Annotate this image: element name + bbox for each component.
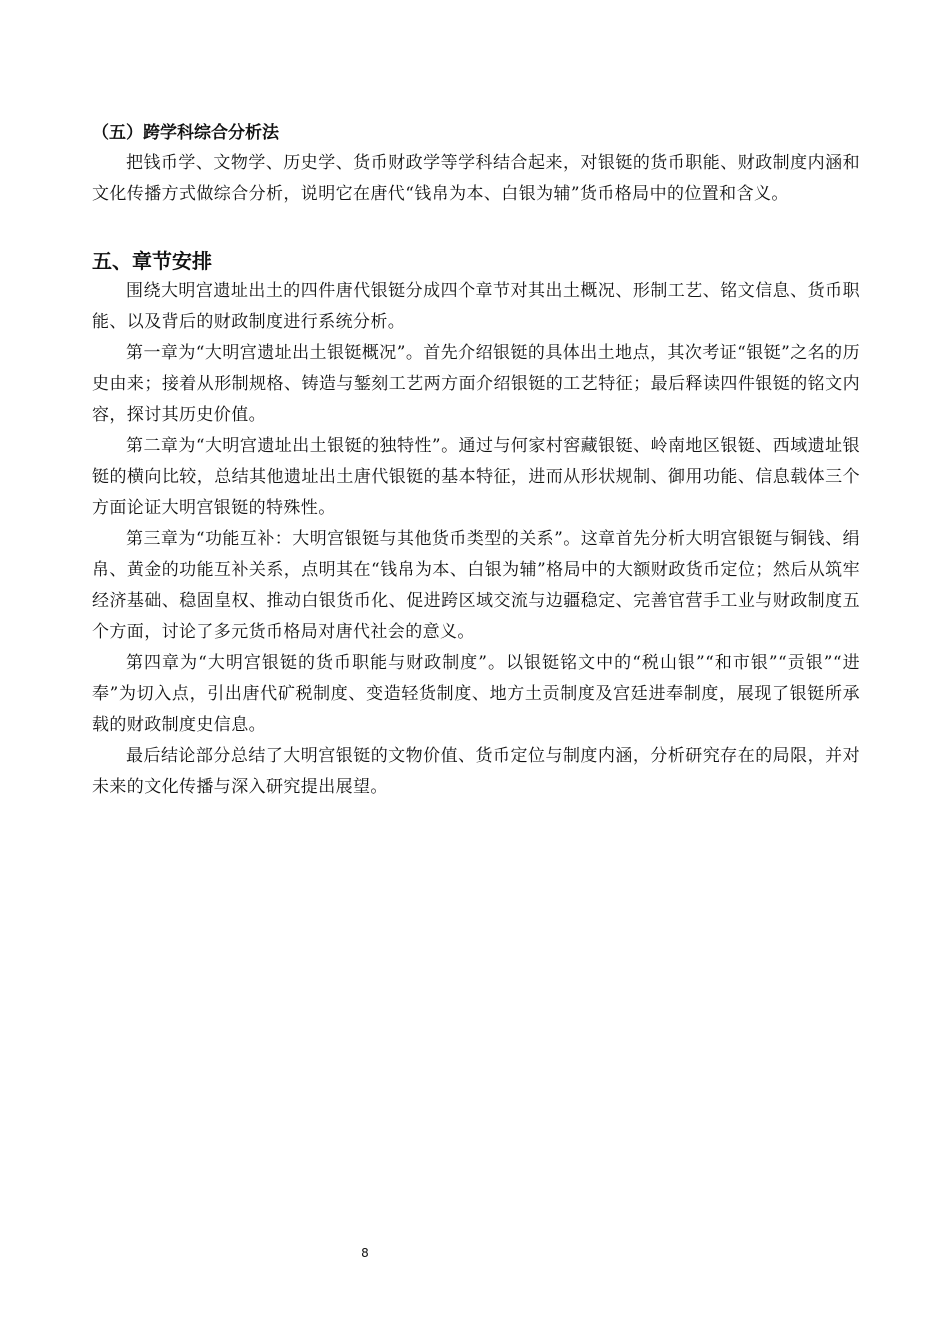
paragraph-interdisciplinary: 把钱币学、文物学、历史学、货币财政学等学科结合起来，对银铤的货币职能、财政制度内涵和文化传播方式做综合分析，说明它在唐代“钱帛为本、白银为辅”货币格局中的位置和含义。 bbox=[92, 153, 860, 204]
paragraph-overview: 围绕大明宫遗址出土的四件唐代银铤分成四个章节对其出土概况、形制工艺、铭文信息、货币职能、以及背后的财政制度进行系统分析。 bbox=[92, 281, 860, 332]
paragraph-chapter-one: 第一章为“大明宫遗址出土银铤概况”。首先介绍银铤的具体出土地点，其次考证“银铤”之名的历史由来；接着从形制规格、铸造与錾刻工艺两方面介绍银铤的工艺特征；最后释读四件银铤的铭文内容，探讨其历史价值。 bbox=[92, 343, 860, 425]
paragraph-chapter-four: 第四章为“大明宫银铤的货币职能与财政制度”。以银铤铭文中的“税山银”“和市银”“贡银”“进奉”为切入点，引出唐代矿税制度、变造轻货制度、地方土贡制度及宫廷进奉制度，展现了银铤所承载的财政制度史信息。 bbox=[92, 653, 860, 735]
document-page bbox=[92, 110, 860, 803]
section-heading-interdisciplinary: （五）跨学科综合分析法 bbox=[92, 123, 279, 143]
paragraph-chapter-two: 第二章为“大明宫遗址出土银铤的独特性”。通过与何家村窖藏银铤、岭南地区银铤、西域遗址银铤的横向比较，总结其他遗址出土唐代银铤的基本特征，进而从形状规制、御用功能、信息载体三个方面论证大明宫银铤的特殊性。 bbox=[92, 436, 860, 518]
section-heading-chapter-arrangement: 五、章节安排 bbox=[92, 249, 212, 273]
paragraph-chapter-three: 第三章为“功能互补：大明宫银铤与其他货币类型的关系”。这章首先分析大明宫银铤与铜钱、绢帛、黄金的功能互补关系，点明其在“钱帛为本、白银为辅”格局中的大额财政货币定位；然后从筑牢经济基础、稳固皇权、推动白银货币化、促进跨区域交流与边疆稳定、完善官营手工业与财政制度五个方面，讨论了多元货币格局对唐代社会的意义。 bbox=[92, 529, 860, 642]
page-number: 8 bbox=[361, 1246, 369, 1260]
paragraph-conclusion: 最后结论部分总结了大明宫银铤的文物价值、货币定位与制度内涵，分析研究存在的局限，并对未来的文化传播与深入研究提出展望。 bbox=[92, 746, 860, 797]
